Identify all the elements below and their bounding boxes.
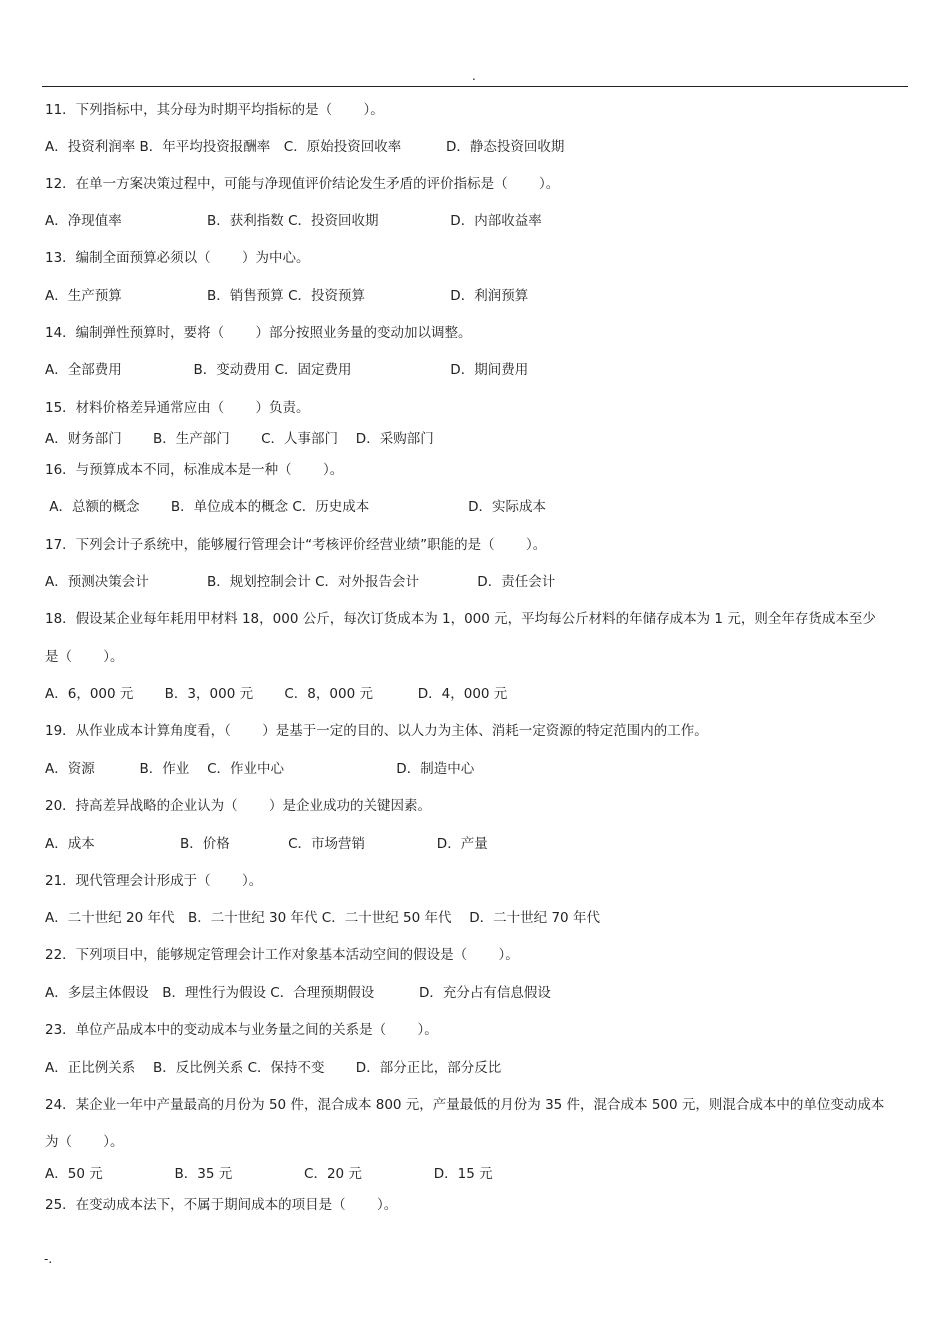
- options-18: A．6，000 元 B．3，000 元 C．8，000 元 D．4，000 元: [45, 686, 508, 702]
- question-21: 21．现代管理会计形成于（ ）。: [45, 873, 263, 889]
- options-13: A．生产预算 B．销售预算 C．投资预算 D．利润预算: [45, 288, 529, 304]
- options-15: A．财务部门 B．生产部门 C．人事部门 D．采购部门: [45, 431, 434, 447]
- options-21: A．二十世纪 20 年代 B．二十世纪 30 年代 C．二十世纪 50 年代 D．二十世纪 70 年代: [45, 910, 600, 926]
- question-13: 13．编制全面预算必须以（ ）为中心。: [45, 250, 310, 266]
- question-11: 11．下列指标中，其分母为时期平均指标的是（ ）。: [45, 102, 384, 118]
- question-16: 16．与预算成本不同，标准成本是一种（ ）。: [45, 462, 344, 478]
- options-14: A．全部费用 B．变动费用 C．固定费用 D．期间费用: [45, 362, 529, 378]
- question-17: 17．下列会计子系统中，能够履行管理会计“考核评价经营业绩”职能的是（ ）。: [45, 537, 547, 553]
- question-20: 20．持高差异战略的企业认为（ ）是企业成功的关键因素。: [45, 798, 431, 814]
- question-18-cont: 是（ ）。: [45, 649, 124, 665]
- question-14: 14．编制弹性预算时，要将（ ）部分按照业务量的变动加以调整。: [45, 325, 472, 341]
- options-17: A．预测决策会计 B．规划控制会计 C．对外报告会计 D．责任会计: [45, 574, 556, 590]
- question-23: 23．单位产品成本中的变动成本与业务量之间的关系是（ ）。: [45, 1022, 438, 1038]
- question-25: 25．在变动成本法下，不属于期间成本的项目是（ ）。: [45, 1197, 398, 1213]
- question-22: 22．下列项目中，能够规定管理会计工作对象基本活动空间的假设是（ ）。: [45, 947, 519, 963]
- options-23: A．正比例关系 B．反比例关系 C．保持不变 D．部分正比，部分反比: [45, 1060, 502, 1076]
- header-rule: [42, 86, 908, 87]
- question-18: 18．假设某企业每年耗用甲材料 18，000 公斤，每次订货成本为 1，000 元，平均每公斤材料的年储存成本为 1 元，则全年存货成本至少: [45, 611, 876, 627]
- question-19: 19．从作业成本计算角度看，（ ）是基于一定的目的、以人力为主体、消耗一定资源的特定范围内的工作。: [45, 723, 708, 739]
- header-mark: .: [472, 69, 476, 83]
- question-24: 24．某企业一年中产量最高的月份为 50 件，混合成本 800 元，产量最低的月份为 35 件，混合成本 500 元，则混合成本中的单位变动成本: [45, 1097, 885, 1113]
- question-15: 15．材料价格差异通常应由（ ）负责。: [45, 400, 310, 416]
- options-11: A．投资利润率 B．年平均投资报酬率 C．原始投资回收率 D．静态投资回收期: [45, 139, 565, 155]
- footer-mark: -.: [44, 1252, 53, 1266]
- options-24: A．50 元 B．35 元 C．20 元 D．15 元: [45, 1166, 493, 1182]
- question-24-cont: 为（ ）。: [45, 1134, 124, 1150]
- options-16: A．总额的概念 B．单位成本的概念 C．历史成本 D．实际成本: [45, 499, 546, 515]
- options-22: A．多层主体假设 B．理性行为假设 C．合理预期假设 D．充分占有信息假设: [45, 985, 551, 1001]
- options-20: A．成本 B．价格 C．市场营销 D．产量: [45, 836, 488, 852]
- options-12: A．净现值率 B．获利指数 C．投资回收期 D．内部收益率: [45, 213, 542, 229]
- options-19: A．资源 B．作业 C．作业中心 D．制造中心: [45, 761, 475, 777]
- question-12: 12．在单一方案决策过程中，可能与净现值评价结论发生矛盾的评价指标是（ ）。: [45, 176, 560, 192]
